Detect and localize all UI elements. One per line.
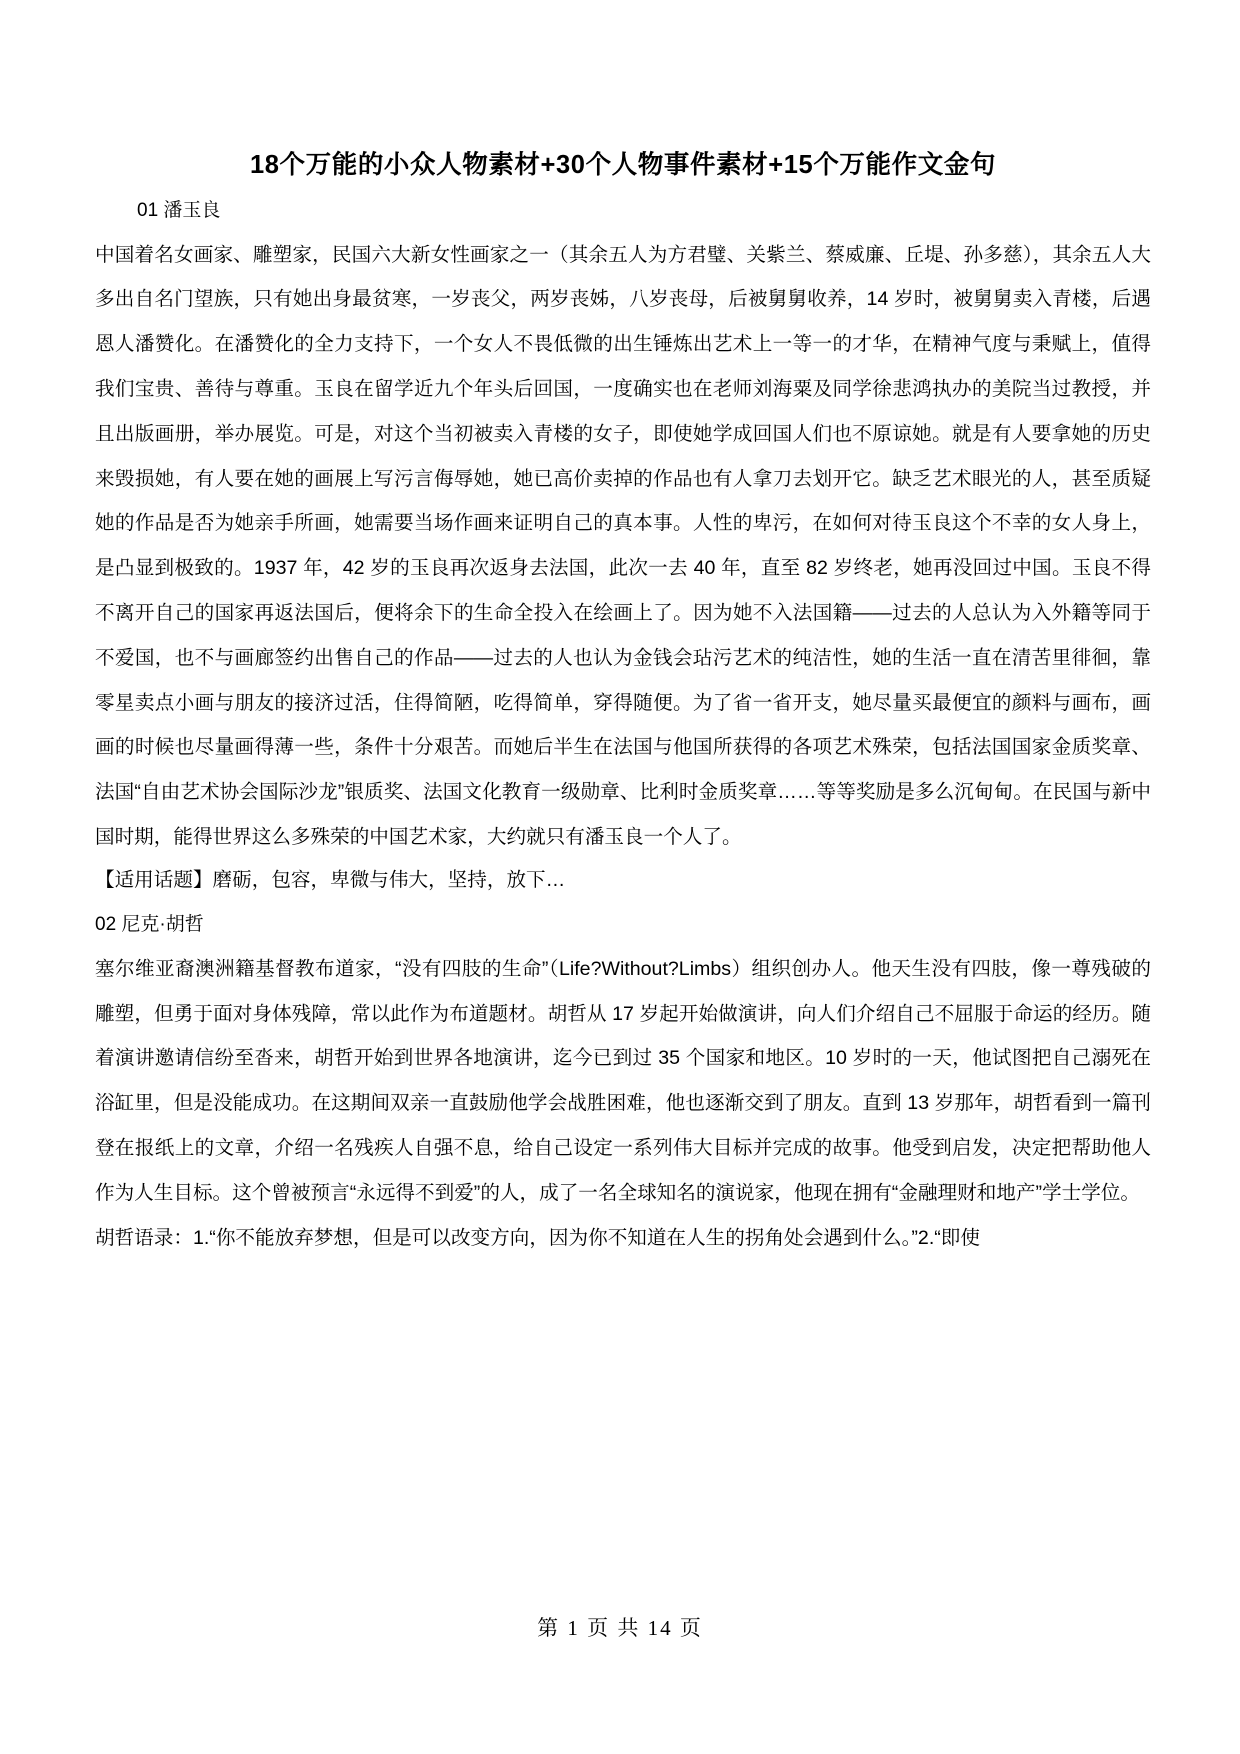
page-title: 18个万能的小众人物素材+30个人物事件素材+15个万能作文金句: [249, 151, 997, 179]
section-01-topics-line: 【适用话题】磨砺，包容，卑微与伟大，坚持，放下…: [95, 868, 566, 891]
document-body: [95, 0, 1151, 1260]
section-02-paragraph-main: 塞尔维亚裔澳洲籍基督教布道家，“没有四肢的生命”（Life?Without?Limbs）组织创办人。他天生没有四肢，像一尊残破的雕塑，但勇于面对身体残障，常以此作为布道题材。胡哲从 17 岁起开始做演讲，向人们介绍自己不屈服于命运的经历。随着演讲邀请信纷至沓来，胡哲开始到世界各地演讲，迄今已到过 35 个国家和地区。10 岁时的一天，他试图把自己溺死在浴缸里，但是没能成功。在这期间双亲一直鼓励他学会战胜困难，他也逐渐交到了朋友。直到 13 岁那年，胡哲看到一篇刊登在报纸上的文章，介绍一名残疾人自强不息，给自己设定一系列伟大目标并完成的故事。他受到启发，决定把帮助他人作为人生目标。这个曾被预言“永远得不到爱”的人，成了一名全球知名的演说家，他现在拥有“金融理财和地产”学士学位。: [95, 957, 1151, 1204]
page-footer: 第 1 页 共 14 页: [537, 1616, 703, 1640]
section-02-quotes-line: 胡哲语录：1.“你不能放弃梦想，但是可以改变方向，因为你不知道在人生的拐角处会遇到什么。”2.“即使: [95, 1226, 980, 1249]
section-heading-01: 01 潘玉良: [137, 199, 221, 221]
section-01-paragraph-main: 中国着名女画家、雕塑家，民国六大新女性画家之一（其余五人为方君璧、关紫兰、蔡威廉、丘堤、孙多慈），其余五人大多出自名门望族，只有她出身最贫寒，一岁丧父，两岁丧姊，八岁丧母，后被舅舅收养，14 岁时，被舅舅卖入青楼，后遇恩人潘赞化。在潘赞化的全力支持下，一个女人不畏低微的出生锤炼出艺术上一等一的才华，在精神气度与秉赋上，值得我们宝贵、善待与尊重。玉良在留学近九个年头后回国，一度确实也在老师刘海粟及同学徐悲鸿执办的美院当过教授，并且出版画册，举办展览。可是，对这个当初被卖入青楼的女子，即使她学成回国人们也不原谅她。就是有人要拿她的历史来毁损她，有人要在她的画展上写污言侮辱她，她已高价卖掉的作品也有人拿刀去划开它。缺乏艺术眼光的人，甚至质疑她的作品是否为她亲手所画，她需要当场作画来证明自己的真本事。人性的卑污，在如何对待玉良这个不幸的女人身上，是凸显到极致的。1937 年，42 岁的玉良再次返身去法国，此次一去 40 年，直至 82 岁终老，她再没回过中国。玉良不得不离开自己的国家再返法国后，便将余下的生命全投入在绘画上了。因为她不入法国籍——过去的人总认为入外籍等同于不爱国，也不与画廊签约出售自己的作品——过去的人也认为金钱会玷污艺术的纯洁性，她的生活一直在清苦里徘徊，靠零星卖点小画与朋友的接济过活，住得简陋，吃得简单，穿得随便。为了省一省开支，她尽量买最便宜的颜料与画布，画画的时候也尽量画得薄一些，条件十分艰苦。而她后半生在法国与他国所获得的各项艺术殊荣，包括法国国家金质奖章、法国“自由艺术协会国际沙龙”银质奖、法国文化教育一级勋章、比利时金质奖章……等等奖励是多么沉甸甸。在民国与新中国时期，能得世界这么多殊荣的中国艺术家，大约就只有潘玉良一个人了。: [95, 243, 1151, 848]
spacer: [95, 181, 1151, 189]
section-heading-02: 02 尼克·胡哲: [95, 913, 204, 935]
